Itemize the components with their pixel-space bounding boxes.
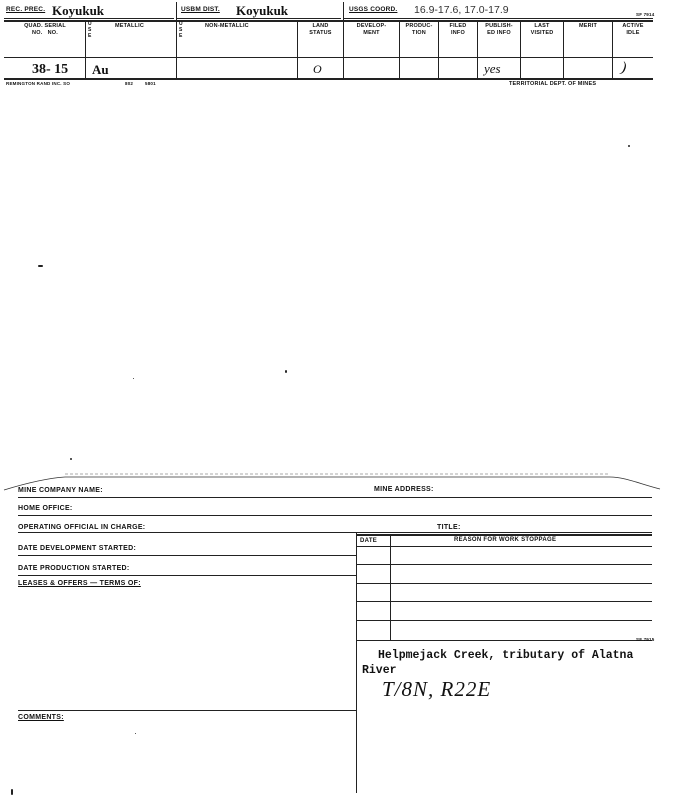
- department-label: TERRITORIAL DEPT. OF MINES: [509, 81, 597, 87]
- scan-speck: [628, 145, 630, 147]
- col-divider: [356, 533, 357, 793]
- rule: [356, 620, 652, 621]
- rule: [4, 20, 653, 22]
- leases-label: LEASES & OFFERS — TERMS OF:: [18, 580, 141, 587]
- col-header-use-marker: U S E: [88, 21, 92, 39]
- form-number-bottom: SF 7915: [636, 637, 655, 642]
- rule: [176, 18, 341, 19]
- printer-code: 802: [125, 81, 134, 86]
- col-divider: [343, 2, 344, 78]
- col-header-non-metallic: NON-METALLIC: [205, 23, 249, 29]
- land-status-value: O: [313, 62, 322, 76]
- published-info-value: yes: [484, 61, 501, 76]
- col-header-production: PRODUC- TION: [405, 23, 433, 36]
- col-header-published-info: PUBLISH- ED INFO: [485, 23, 513, 36]
- date-development-label: DATE DEVELOPMENT STARTED:: [18, 545, 137, 552]
- col-header-development: DEVELOP- MENT: [356, 23, 387, 36]
- date-column-header: DATE: [360, 538, 378, 544]
- mine-company-name-label: MINE COMPANY NAME:: [18, 487, 103, 494]
- col-header-land-status: LAND STATUS: [309, 23, 332, 36]
- printer-label: REMINGTON RAND INC. SO: [6, 81, 71, 86]
- mine-address-label: MINE ADDRESS:: [374, 486, 434, 493]
- township-range: T/8N, R22E: [382, 677, 492, 701]
- rule: [18, 710, 356, 711]
- rule: [356, 583, 652, 584]
- metallic-value: Au: [92, 62, 109, 77]
- title-label: TITLE:: [437, 524, 461, 531]
- scan-speck: [133, 378, 134, 379]
- operating-official-label: OPERATING OFFICIAL IN CHARGE:: [18, 524, 146, 531]
- rule: [18, 555, 356, 556]
- location-line-2: River: [362, 664, 397, 677]
- rule: [4, 78, 653, 80]
- comments-label: COMMENTS:: [18, 714, 64, 721]
- rule: [18, 497, 652, 498]
- rule: [343, 18, 653, 19]
- home-office-label: HOME OFFICE:: [18, 505, 73, 512]
- col-header-merit: MERIT: [578, 23, 598, 29]
- active-idle-value: ): [618, 59, 629, 77]
- rule: [356, 564, 652, 565]
- rule: [4, 57, 653, 58]
- col-header-metallic: METALLIC: [115, 23, 144, 29]
- rule: [356, 601, 652, 602]
- scan-speck: [285, 370, 287, 373]
- col-divider: [390, 534, 391, 640]
- usbm-dist-value: Koyukuk: [236, 3, 289, 18]
- rule: [356, 546, 652, 547]
- rec-prec-label: REC. PREC.: [6, 6, 46, 13]
- col-divider: [85, 20, 86, 78]
- col-header-last-visited: LAST VISITED: [530, 23, 554, 36]
- usgs-coord-value: 16.9-17.6, 17.0-17.9: [414, 4, 509, 16]
- scan-speck: [70, 458, 72, 460]
- scan-speck: [38, 265, 43, 267]
- col-header-active-idle: ACTIVE IDLE: [622, 23, 644, 36]
- form-number-top: SF 7914: [636, 12, 655, 17]
- date-production-label: DATE PRODUCTION STARTED:: [18, 565, 130, 572]
- quad-serial-value: 38- 15: [32, 62, 69, 77]
- col-divider: [176, 2, 177, 78]
- rule: [4, 18, 174, 19]
- rule: [356, 640, 652, 641]
- usbm-dist-label: USBM DIST.: [181, 6, 220, 13]
- rule: [18, 532, 652, 533]
- rule: [18, 575, 356, 576]
- col-header-quad-serial: QUAD. SERIAL NO. NO.: [24, 23, 66, 36]
- scan-speck: [11, 789, 13, 795]
- usgs-coord-label: USGS COORD.: [349, 6, 398, 13]
- rule: [356, 534, 652, 536]
- scan-speck: [135, 733, 136, 734]
- location-line-1: Helpmejack Creek, tributary of Alatna: [378, 649, 634, 662]
- rule: [18, 515, 652, 516]
- col-header-filed-info: FILED INFO: [449, 23, 467, 36]
- rec-prec-value: Koyukuk: [52, 3, 105, 18]
- reason-column-header: REASON FOR WORK STOPPAGE: [454, 537, 557, 543]
- col-header-use-marker: U S E: [179, 21, 183, 39]
- printer-code: 5801: [145, 81, 156, 86]
